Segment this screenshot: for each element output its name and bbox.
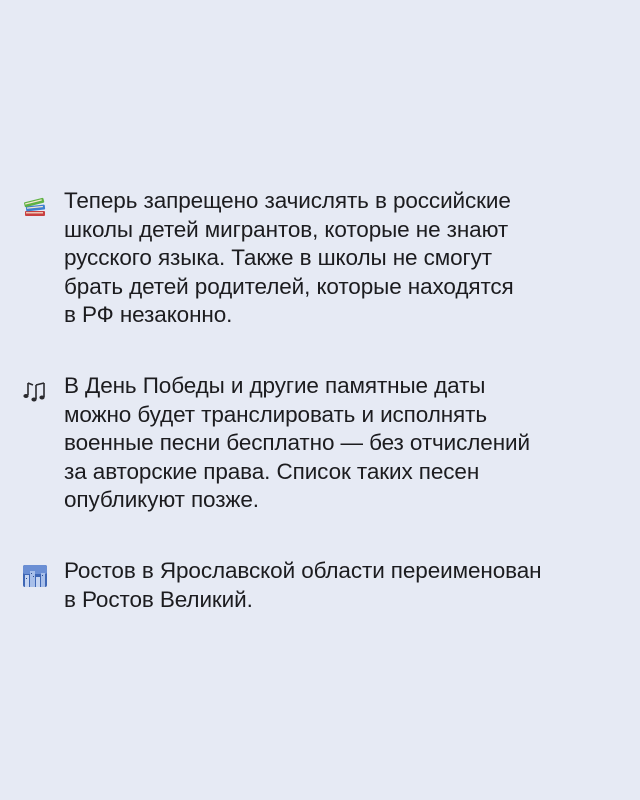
news-item-victory-songs xyxy=(22,372,622,515)
news-text: В День Победы и другие памятные даты можно будет транслировать и исполнять военные песни бесплатно — без отчислений за авторские права. Список таких песен опубликуют позже. xyxy=(64,373,530,512)
books-icon xyxy=(22,193,48,219)
news-item-schools xyxy=(22,187,622,330)
news-text: Ростов в Ярославской области переименован в Ростов Великий. xyxy=(64,558,542,612)
music-notes-icon xyxy=(22,378,48,404)
cityscape-icon xyxy=(22,563,48,589)
news-item-rostov xyxy=(22,557,622,614)
news-text: Теперь запрещено зачислять в российские школы детей мигрантов, которые не знают русского языка. Также в школы не смогут брать детей родителей, которые находятся в РФ незаконно. xyxy=(64,188,514,327)
